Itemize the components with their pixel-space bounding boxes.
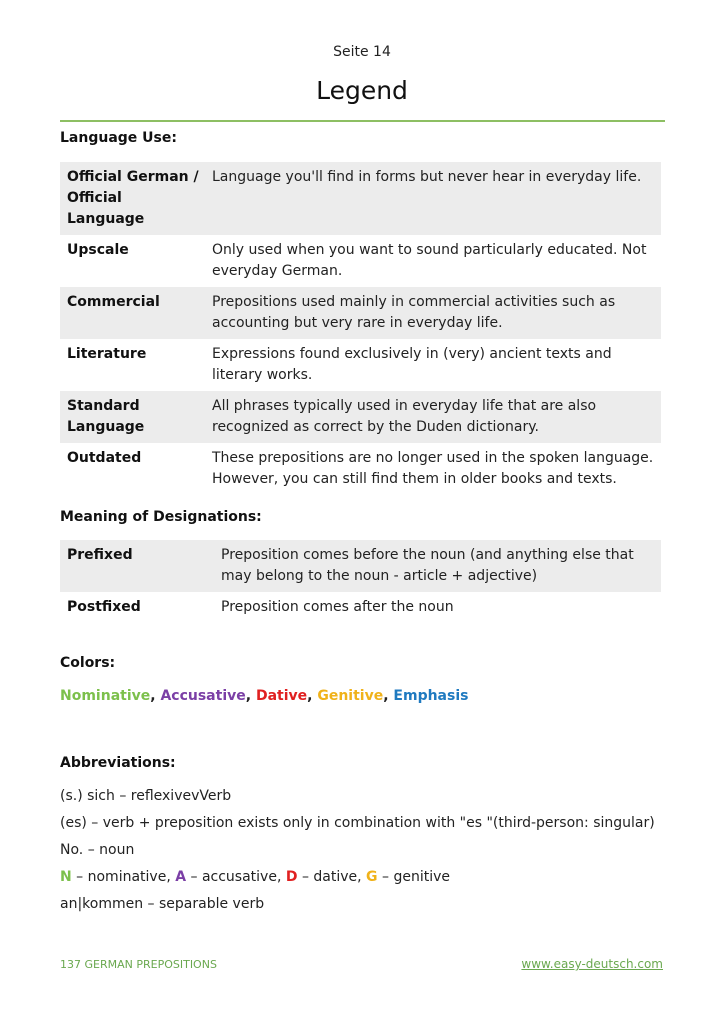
row-term: Official German / Official Language (60, 162, 206, 235)
case-letter: A (175, 869, 187, 885)
language-use-table (60, 162, 661, 495)
row-description: These prepositions are no longer used in the spoken language. However, you can still find them in older books and texts. (212, 450, 654, 487)
row-description: All phrases typically used in everyday life that are also recognized as correct by the Duden dictionary. (206, 391, 661, 443)
case-description: – dative, (297, 869, 367, 885)
designations-table (60, 540, 661, 623)
abbreviation-sich: (s.) sich – reflexivevVerb (60, 788, 232, 804)
table-row (60, 592, 661, 623)
row-description: Language you'll find in forms but never hear in everyday life. (206, 162, 661, 235)
row-term: Postfixed (67, 599, 141, 615)
color-swatch-emphasis: Emphasis (393, 688, 469, 704)
row-description: Preposition comes before the noun (and anything else that may belong to the noun - article + adjective) (215, 540, 661, 592)
abbreviations-heading: Abbreviations: (60, 755, 176, 771)
case-description: – nominative, (71, 869, 176, 885)
abbreviation-separable: an|kommen – separable verb (60, 896, 265, 912)
footer-book-title: 137 GERMAN PREPOSITIONS (60, 958, 217, 971)
row-description: Prepositions used mainly in commercial activities such as accounting but very rare in everyday life. (206, 287, 661, 339)
table-row (60, 287, 661, 339)
title-divider (60, 120, 665, 122)
language-use-heading: Language Use: (60, 130, 177, 146)
color-separator: , (383, 688, 394, 704)
row-term: Literature (67, 346, 147, 362)
row-description: Only used when you want to sound particularly educated. Not everyday German. (212, 242, 647, 279)
case-letter: N (60, 869, 72, 885)
row-term: Upscale (67, 242, 129, 258)
color-swatch-dative: Dative (255, 688, 308, 704)
row-term: Standard Language (60, 391, 206, 443)
case-description: – genitive (377, 869, 450, 885)
color-swatch-accusative: Accusative (160, 688, 246, 704)
table-row (60, 443, 661, 495)
case-letter: D (285, 869, 298, 885)
table-row (60, 162, 661, 235)
abbreviation-cases (60, 869, 450, 885)
row-term: Commercial (60, 287, 206, 339)
color-swatch-nominative: Nominative (60, 688, 151, 704)
color-separator: , (307, 688, 318, 704)
table-row (60, 540, 661, 592)
color-separator: , (150, 688, 161, 704)
abbreviation-noun: No. – noun (60, 842, 135, 858)
row-description: Preposition comes after the noun (221, 599, 454, 615)
page-number: Seite 14 (333, 44, 391, 60)
table-row (60, 235, 661, 287)
color-separator: , (245, 688, 256, 704)
colors-heading: Colors: (60, 655, 116, 671)
row-description: Expressions found exclusively in (very) ancient texts and literary works. (212, 346, 612, 383)
table-row (60, 339, 661, 391)
row-term: Outdated (67, 450, 142, 466)
abbreviation-es: (es) – verb + preposition exists only in combination with "es "(third-person: singular) (60, 815, 655, 831)
color-swatch-genitive: Genitive (317, 688, 384, 704)
colors-legend (60, 688, 468, 704)
case-description: – accusative, (186, 869, 286, 885)
table-row (60, 391, 661, 443)
designations-heading: Meaning of Designations: (60, 509, 262, 525)
case-letter: G (366, 869, 378, 885)
footer-website-link[interactable]: www.easy-deutsch.com (521, 957, 663, 971)
page-title: Legend (316, 76, 408, 105)
row-term: Prefixed (60, 540, 215, 592)
